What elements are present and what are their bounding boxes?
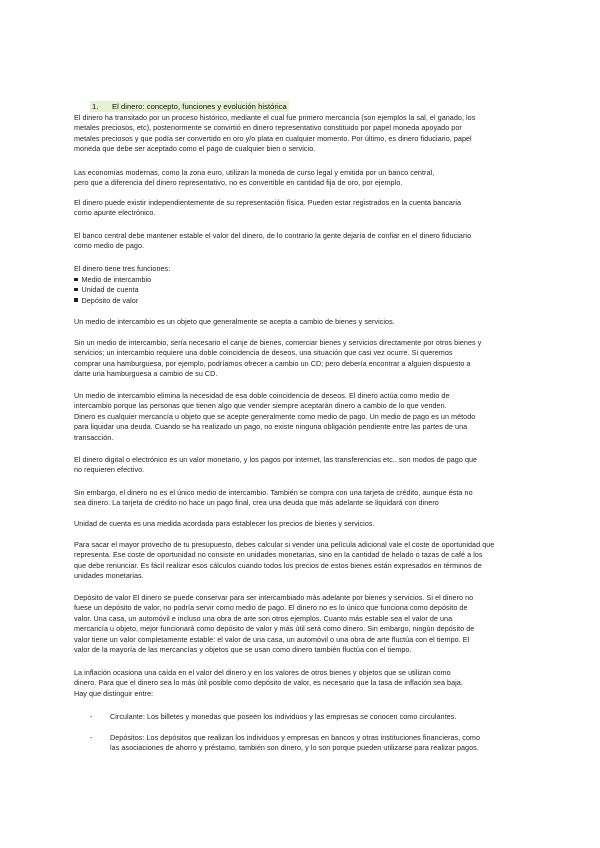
text-line: no requieren efectivo. [74, 465, 145, 475]
text-line: para liquidar una deuda. Cuando se ha realizado un pago, no existe ninguna obligación pendiente entre las partes de una [74, 422, 468, 432]
text-line: pero que a diferencia del dinero representativo, no es convertible en cantidad fija de oro, por ejemplo. [74, 178, 403, 188]
dash-marker: - [90, 733, 93, 742]
text-line: Un medio de intercambio elimina la necesidad de esa doble coincidencia de deseos. El dinero actúa como medio de [74, 391, 450, 400]
text-line: metales preciosos, etc), posteriormente se convirtió en dinero representativo constituido por papel moneda apoyado por [74, 123, 462, 133]
text-line: comprar una hamburguesa, por ejemplo, podríamos ofrecer a cambio un CD; pero debería encontrar a alguien dispuesto a [74, 358, 471, 368]
text-line: las asociaciones de ahorro y préstamo, también son dinero, y lo son porque pueden utilizarse para realizar pagos. [110, 743, 479, 753]
paragraph-central-bank [74, 231, 530, 252]
list-item: Medio de intercambio [74, 275, 151, 285]
text-line: unidades monetarias. [74, 571, 144, 581]
paragraph-medium-definition [74, 317, 530, 327]
text-line: Unidad de cuenta es una medida acordada para establecer los precios de bienes y servicios. [74, 519, 375, 528]
text-line: Depósito de valor El dinero se puede conservar para ser intercambiado más adelante por bienes y servicios. Si el dinero no [74, 593, 474, 602]
text-line: Circulante: Los billetes y monedas que poseen los individuos y las empresas se conocen como circulantes. [110, 712, 457, 721]
text-line: Dinero es cualquier mercancía u objeto que se acepte generalmente como medio de pago. Un medio de pago es un método [74, 411, 476, 421]
text-line: Hay que distinguir entre: [74, 688, 154, 698]
text-line: servicios; un intercambio requiere una doble coincidencia de deseos, una situación que casi vez ocurre. Si queremos [74, 348, 453, 358]
text-line: El banco central debe mantener estable el valor del dinero, de lo contrario la gente dejaría de confiar en el dinero fiduciario [74, 231, 472, 240]
text-line: fuese un depósito de valor, no podría servir como medio de pago. El dinero no es lo único que funciona como depósito de [74, 603, 468, 613]
paragraph-inflation [74, 668, 530, 699]
text-line: El dinero ha transitado por un proceso histórico, mediante el cual fue primero mercancía (son ejemplos la sal, el ganado, los [74, 113, 476, 122]
bullet-square-icon [74, 278, 78, 282]
text-line: Para sacar el mayor provecho de tu presupuesto, debes calcular si vender una película adicional vale el coste de oportunidad que [74, 540, 495, 549]
paragraph-store-of-value [74, 593, 530, 655]
dash-marker: - [90, 712, 93, 721]
text-line: como apunte electrónico. [74, 208, 156, 218]
text-line: moneda que debe ser aceptado como el pago de cualquier bien o servicio. [74, 144, 316, 154]
text-line: El dinero puede existir independientemente de su representación física. Pueden estar registrados en la cuenta bancaria [74, 198, 462, 207]
section-heading [90, 101, 289, 112]
text-line: El dinero digital o electrónico es un valor monetario, y los pagos por internet, las transferencias etc.. son modos de pago que [74, 455, 478, 464]
functions-intro: El dinero tiene tres funciones: [74, 264, 171, 273]
paragraph-electronic [74, 198, 530, 219]
text-line: como medio de pago. [74, 241, 145, 251]
text-line: Las economías modernas, como la zona euro, utilizan la moneda de curso legal y emitida por un banco central, [74, 168, 435, 177]
text-line: valor de la mayoría de las mercancías y objetos que se usan como dinero también fluctúa con el tiempo. [74, 645, 412, 655]
text-line: representa. Ese coste de oportunidad no consiste en unidades monetarias, sino en la cantidad de helado o tazas de café a los [74, 550, 483, 560]
text-line: La inflación ocasiona una caída en el valor del dinero y en los valores de otros bienes y objetos que se utilizan como [74, 668, 451, 677]
paragraph-unit-of-account [74, 519, 530, 529]
text-line: intercambio porque las personas que tienen algo que vender siempre aceptarán dinero a cambio de lo que venden. [74, 401, 447, 411]
text-line: dinero. Para que el dinero sea lo más útil posible como depósito de valor, es necesario que la tasa de inflación sea baja. [74, 678, 463, 688]
list-item: Unidad de cuenta [74, 285, 151, 295]
section-title: El dinero: concepto, funciones y evolución histórica [112, 102, 287, 111]
text-line: darte una hamburguesa a cambio de su CD. [74, 369, 218, 379]
paragraph-coincidence [74, 391, 530, 443]
bullet-square-icon [74, 298, 78, 302]
paragraph-digital-money [74, 455, 530, 476]
text-line: Sin embargo, el dinero no es el único medio de intercambio. También se compra con una tarjeta de crédito, aunque ésta no [74, 488, 473, 497]
bullet-square-icon [74, 288, 78, 292]
paragraph-credit-card [74, 488, 530, 509]
text-line: que debe renunciar. Es fácil realizar esos cálculos cuando todos los precios de estos bienes están expresados en términos de [74, 560, 482, 570]
text-line: transacción. [74, 432, 114, 442]
text-line: Un medio de intercambio es un objeto que generalmente se acepta a cambio de bienes y servicios. [74, 317, 395, 326]
functions-list [74, 275, 151, 306]
paragraph-barter [74, 338, 530, 380]
section-number: 1. [92, 102, 99, 111]
text-line: Depósitos: Los depósitos que realizan los individuos y empresas en bancos y otras instituciones financieras, como [110, 733, 481, 742]
text-line: metales preciosos y que podía ser convertido en oro y/o plata en cualquier momento. Por último, es dinero fiduciario, papel [74, 133, 472, 143]
text-line: valor tiene un valor completamente estable: el valor de una casa, un automóvil o una obra de arte fluctúa con el tiempo. El [74, 634, 470, 644]
text-line: sea dinero. La tarjeta de crédito no hace un pago final, crea una deuda que más adelante se liquidará con dinero [74, 498, 439, 508]
paragraph-budget [74, 540, 530, 582]
paragraph-history [74, 113, 530, 155]
text-line: Sin un medio de intercambio, sería necesario el canje de bienes, comerciar bienes y servicios directamente por otros bienes y [74, 338, 482, 347]
text-line: mercancía u objeto, mejor funcionará como depósito de valor y más útil será como dinero. Sin embargo, ningún depósito de [74, 624, 475, 634]
paragraph-modern-economies [74, 168, 530, 189]
list-item: Depósito de valor [74, 296, 151, 306]
text-line: valor. Una casa, un automóvil e incluso una obra de arte son otros ejemplos. Cuanto más estable sea el valor de una [74, 613, 453, 623]
